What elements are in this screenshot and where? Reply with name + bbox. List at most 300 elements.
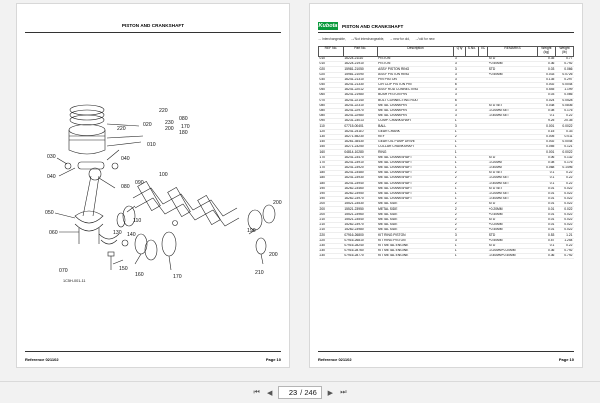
cell-description: METAL CRANKSHAFT (377, 165, 454, 170)
cell-description: BUSH PISTON PIN (377, 93, 454, 98)
callout: 090 (135, 180, 144, 186)
cell-ref-no: 200 (319, 202, 344, 207)
cell-part-no: 16241-23920 (343, 165, 377, 170)
prev-page-icon[interactable]: ◀ (266, 389, 273, 397)
cell-ref-no: 220 (319, 233, 344, 238)
cell-qty: 3 (454, 72, 465, 77)
cell-ref-no: 190 (319, 197, 344, 202)
cell-weight-lb: 0.0022 (555, 124, 573, 129)
cell-ref-no: 200 (319, 207, 344, 212)
cell-weight-kg: 0.002 (537, 140, 555, 145)
cell-description: ASSY PISTON RING (377, 67, 454, 72)
callout: 220 (117, 126, 126, 132)
cell-description: RING (377, 150, 454, 155)
cell-description: COLLAR CRANKSHAFT (377, 145, 454, 150)
cell-weight-lb: 0.0022 (555, 150, 573, 155)
cell-weight-kg: 0.01 (537, 202, 555, 207)
cell-weight-kg: 0.024 (537, 98, 555, 103)
cell-serial-no (465, 254, 479, 259)
callout: 110 (133, 218, 142, 224)
cell-weight-lb: 0.0726 (555, 72, 573, 77)
cell-ref-no: 200 (319, 212, 344, 217)
callout: 050 (45, 210, 54, 216)
cell-weight-lb: 0.22 (555, 243, 573, 248)
col-ref: REF No. (319, 47, 344, 57)
cell-weight-kg: 0.545 (537, 88, 555, 93)
cell-remarks: +0.40MM (488, 212, 538, 217)
legend-interchangeable: ↔ Interchangeable, (318, 37, 346, 41)
cell-weight-lb: 0.066 (555, 93, 573, 98)
cell-qty: 2 (454, 181, 465, 186)
cell-description: METAL SIDE (377, 212, 454, 217)
cell-part-no: 16262-23970 (343, 197, 377, 202)
cell-qty: 1 (454, 160, 465, 165)
cell-description: GEAR CRANK (377, 129, 454, 134)
parts-table-body (319, 57, 574, 259)
cell-ref-no: 020 (319, 67, 344, 72)
cell-qty: 3 (454, 57, 465, 62)
cell-weight-kg: 0.068 (537, 165, 555, 170)
cell-description: METAL CRANKPIN (377, 114, 454, 119)
cell-description: KIT RING PISTON (377, 233, 454, 238)
cell-weight-lb: 0.22 (555, 171, 573, 176)
cell-description: KIT METAL ENGINE (377, 243, 454, 248)
cell-ref-no: 210 (319, 217, 344, 222)
cell-remarks: STD (488, 217, 538, 222)
last-page-icon[interactable]: ⏭ (340, 388, 347, 396)
cell-remarks: -0.40MM SET (488, 114, 538, 119)
cell-qty: 3 (454, 238, 465, 243)
cell-part-no: 16262-23950 (343, 191, 377, 196)
cell-part-no: 16241-23940 (343, 181, 377, 186)
cell-ref-no: 150 (319, 145, 344, 150)
cell-remarks: +0.50MM (488, 62, 538, 67)
cell-ref-no: 020 (319, 72, 344, 77)
cell-part-no: 16262-23460 (343, 186, 377, 191)
cell-description: METAL SIDE (377, 223, 454, 228)
cell-weight-kg: 0.36 (537, 248, 555, 253)
callout: 200 (269, 252, 278, 258)
cell-description: METAL SIDE (377, 217, 454, 222)
cell-weight-lb: 0.792 (555, 248, 573, 253)
cell-weight-kg: 0.15 (537, 129, 555, 134)
cell-part-no: 16241-22012 (343, 88, 377, 93)
cell-part-no: 16271-23250 (343, 145, 377, 150)
cell-weight-kg: 0.03 (537, 67, 555, 72)
cell-qty: 2 (454, 176, 465, 181)
cell-ref-no: 230 (319, 243, 344, 248)
cell-weight-lb: 0.022 (555, 217, 573, 222)
cell-weight-lb: 0.0044 (555, 82, 573, 87)
cell-part-no: 04814-10280 (343, 150, 377, 155)
callout: 230 (165, 120, 174, 126)
cell-remarks: STD (488, 202, 538, 207)
cell-weight-lb: 0.22 (555, 114, 573, 119)
cell-description: ASSY PISTON RING (377, 72, 454, 77)
cell-weight-lb: 0.176 (555, 160, 573, 165)
exploded-diagram (23, 38, 285, 288)
cell-part-no: 16241-23930 (343, 176, 377, 181)
cell-weight-kg: 0.35 (537, 57, 555, 62)
cell-qty: 6 (454, 82, 465, 87)
cell-qty: 2 (454, 217, 465, 222)
cell-description: METAL CRANKSHAFT (377, 176, 454, 181)
cell-weight-lb: 0.132 (555, 155, 573, 160)
cell-qty: 3 (454, 67, 465, 72)
callout: 170 (173, 274, 182, 280)
cell-ref-no: 010 (319, 62, 344, 67)
callout: 080 (121, 184, 130, 190)
cell-description: METAL CRANKPIN (377, 108, 454, 113)
left-footer-page: Page 10 (265, 357, 281, 362)
cell-part-no: 16241-22310 (343, 103, 377, 108)
cell-qty: 2 (454, 134, 465, 139)
cell-weight-kg: 0.055 (537, 145, 555, 150)
callout: 160 (135, 272, 144, 278)
table-row (319, 254, 574, 259)
header-rule (25, 32, 281, 33)
cell-ref-no: 170 (319, 155, 344, 160)
header-rule (318, 32, 574, 33)
cell-qty: 2 (454, 223, 465, 228)
cell-remarks: -0.40MM+0.40MM (488, 254, 538, 259)
cell-weight-kg: 0.002 (537, 82, 555, 87)
cell-part-no: 15262-23970 (343, 223, 377, 228)
cell-ref-no: 170 (319, 160, 344, 165)
cell-remarks: -0.20MM (488, 160, 538, 165)
cell-ref-no: 160 (319, 150, 344, 155)
cell-interchange (479, 254, 488, 259)
cell-qty: 3 (454, 108, 465, 113)
cell-ref-no: 080 (319, 103, 344, 108)
right-page (310, 4, 582, 367)
kubota-logo: Kubota (318, 23, 338, 29)
diagram-code: 1C5H-001-11 (63, 279, 86, 283)
cell-ref-no: 170 (319, 165, 344, 170)
cell-weight-kg: 0.033 (537, 72, 555, 77)
callout: 100 (159, 172, 168, 178)
left-page-title: PISTON AND CRANKSHAFT (121, 23, 185, 28)
cell-remarks: +0.20MM (488, 223, 538, 228)
cell-qty: 3 (454, 233, 465, 238)
cell-weight-lb: 0.22 (555, 181, 573, 186)
cell-remarks: STD SET (488, 171, 538, 176)
cell-remarks: -0.20MM SET (488, 191, 538, 196)
cell-part-no: 15521-23960 (343, 212, 377, 217)
cell-remarks: STD (488, 155, 538, 160)
cell-ref-no: 140 (319, 140, 344, 145)
left-page (17, 4, 289, 367)
cell-ref-no: 190 (319, 186, 344, 191)
callout: 150 (119, 266, 128, 272)
callout: 010 (147, 142, 156, 148)
cell-qty: 1 (454, 191, 465, 196)
cell-weight-lb: 0.0836 (555, 103, 573, 108)
cell-remarks: STD (488, 243, 538, 248)
cell-ref-no: 230 (319, 248, 344, 253)
cell-description: METAL CRANKSHAFT (377, 186, 454, 191)
cell-ref-no: 210 (319, 228, 344, 233)
cell-remarks: STD (488, 67, 538, 72)
col-remarks: REMARKS (488, 47, 538, 57)
cell-ref-no: 090 (319, 119, 344, 124)
cell-qty: 3 (454, 103, 465, 108)
col-ic: I/C (479, 47, 488, 57)
cell-part-no: 07916-28770 (343, 254, 377, 259)
callout: 180 (179, 130, 188, 136)
cell-weight-kg: 0.001 (537, 124, 555, 129)
cell-weight-kg: 0.36 (537, 62, 555, 67)
cell-part-no: 07916-28240 (343, 243, 377, 248)
callout: 220 (159, 108, 168, 114)
cell-ref-no: 190 (319, 191, 344, 196)
callout: 080 (179, 116, 188, 122)
cell-part-no: 07916-28760 (343, 248, 377, 253)
cell-qty: 1 (454, 248, 465, 253)
cell-description: KIT METAL ENGINE (377, 254, 454, 259)
cell-weight-kg: 0.01 (537, 191, 555, 196)
cell-weight-lb: 0.22 (555, 176, 573, 181)
callout: 130 (113, 230, 122, 236)
cell-weight-lb: 0.792 (555, 254, 573, 259)
cell-weight-kg: 0.1 (537, 114, 555, 119)
callout: 060 (49, 230, 58, 236)
cell-part-no: 16241-21330 (343, 82, 377, 87)
cell-ref-no: 030 (319, 77, 344, 82)
cell-description: METAL SIDE (377, 202, 454, 207)
cell-part-no: 16241-24110 (343, 129, 377, 134)
cell-qty: 3 (454, 62, 465, 67)
cell-qty: 1 (454, 197, 465, 202)
cell-weight-lb: 0.022 (555, 197, 573, 202)
cell-ref-no: 040 (319, 82, 344, 87)
cell-ref-no: 180 (319, 171, 344, 176)
cell-qty: 6 (454, 98, 465, 103)
first-page-icon[interactable]: ⏮ (253, 388, 260, 396)
callout: 200 (165, 126, 174, 132)
cell-description: PISTON (377, 57, 454, 62)
cell-weight-lb: 0.022 (555, 223, 573, 228)
next-page-icon[interactable]: ▶ (327, 389, 334, 397)
cell-qty: 3 (454, 77, 465, 82)
cell-part-no: 07715-00401 (343, 124, 377, 129)
callout: 030 (47, 154, 56, 160)
cell-weight-lb: 0.022 (555, 202, 573, 207)
cell-remarks: -0.40MM SET (488, 181, 538, 186)
page-number-box (278, 386, 322, 399)
cell-part-no: 15981-21050 (343, 67, 377, 72)
cell-part-no: 16224-21110 (343, 57, 377, 62)
callout: 040 (121, 156, 130, 162)
cell-qty: 1 (454, 165, 465, 170)
cell-weight-kg: 0.038 (537, 103, 555, 108)
interchange-legend (318, 37, 574, 41)
cell-qty: 3 (454, 88, 465, 93)
col-weight-kg: Weight (kg) (537, 47, 555, 57)
cell-weight-lb: 0.0044 (555, 140, 573, 145)
cell-part-no: 15521-23530 (343, 202, 377, 207)
cell-weight-lb: 1.199 (555, 88, 573, 93)
cell-ref-no: 060 (319, 93, 344, 98)
cell-qty: 1 (454, 186, 465, 191)
callout: 170 (181, 124, 190, 130)
cell-qty: 1 (454, 243, 465, 248)
cell-ref-no: 010 (319, 57, 344, 62)
cell-weight-lb: 0.33 (555, 129, 573, 134)
cell-part-no: 16241-23480 (343, 171, 377, 176)
callout: 040 (47, 174, 56, 180)
cell-part-no: 16241-21980 (343, 93, 377, 98)
cell-qty: 1 (454, 140, 465, 145)
cell-weight-lb: 0.1496 (555, 165, 573, 170)
cell-qty: 2 (454, 212, 465, 217)
cell-weight-lb: 1.21 (555, 233, 573, 238)
cell-ref-no: 050 (319, 88, 344, 93)
cell-description: METAL SIDE (377, 207, 454, 212)
cell-part-no: 15981-21090 (343, 72, 377, 77)
cell-ref-no: 080 (319, 114, 344, 119)
cell-qty: 1 (454, 145, 465, 150)
cell-remarks: -0.40MM (488, 165, 538, 170)
callout: 210 (255, 270, 264, 276)
cell-weight-lb: 0.0528 (555, 98, 573, 103)
col-weight-lb: Weight (lb) (555, 47, 573, 57)
total-pages-label: / 246 (300, 388, 317, 397)
right-footer-page: Page 10 (558, 357, 574, 362)
cell-description: METAL CRANKSHAFT (377, 181, 454, 186)
cell-weight-lb: 0.121 (555, 145, 573, 150)
cell-description: PIN PISTON (377, 77, 454, 82)
cell-weight-kg: 0.135 (537, 77, 555, 82)
col-sno: S.No. (465, 47, 479, 57)
cell-ref-no: 210 (319, 223, 344, 228)
cell-description: METAL CRANKSHAFT (377, 191, 454, 196)
cell-qty: 2 (454, 207, 465, 212)
cell-weight-kg: 0.1 (537, 243, 555, 248)
cell-weight-lb: 0.011 (555, 134, 573, 139)
cell-weight-kg: 0.36 (537, 254, 555, 259)
cell-weight-lb: 0.022 (555, 228, 573, 233)
cell-remarks: -0.20MM+0.20MM (488, 248, 538, 253)
cell-part-no: 16241-23470 (343, 155, 377, 160)
col-desc: Description (377, 47, 454, 57)
cell-qty: 1 (454, 150, 465, 155)
cell-weight-lb: 20.35 (555, 119, 573, 124)
cell-weight-lb: 0.176 (555, 108, 573, 113)
cell-qty: 3 (454, 93, 465, 98)
legend-not-interchangeable: ↮ Not interchangeable, (350, 37, 385, 41)
cell-ref-no: 120 (319, 129, 344, 134)
cell-ref-no: 180 (319, 176, 344, 181)
callout: 070 (59, 268, 68, 274)
cell-weight-kg: 0.01 (537, 186, 555, 191)
cell-weight-kg: 0.03 (537, 93, 555, 98)
cell-weight-kg: 9.25 (537, 119, 555, 124)
cell-remarks: +0.40MM (488, 228, 538, 233)
cell-weight-kg: 0.01 (537, 207, 555, 212)
cell-remarks: +0.20MM (488, 207, 538, 212)
cell-part-no: 16271-55230 (343, 134, 377, 139)
cell-remarks: STD SET (488, 186, 538, 191)
cell-part-no: 16224-21910 (343, 62, 377, 67)
right-page-title: PISTON AND CRANKSHAFT (342, 23, 404, 29)
cell-weight-kg: 0.01 (537, 212, 555, 217)
cell-ref-no: 130 (319, 134, 344, 139)
cell-remarks: -0.20MM SET (488, 176, 538, 181)
cell-weight-kg: 0.53 (537, 233, 555, 238)
cell-weight-lb: 0.77 (555, 57, 573, 62)
cell-part-no: 16241-22970 (343, 108, 377, 113)
table-header-row (319, 47, 574, 57)
cell-part-no: 16231-23013 (343, 119, 377, 124)
cell-qty: 1 (454, 119, 465, 124)
cell-ref-no: 070 (319, 98, 344, 103)
cell-part-no: 15521-23540 (343, 217, 377, 222)
cell-part-no: 07916-26800 (343, 233, 377, 238)
cell-qty: 3 (454, 124, 465, 129)
cell-description: GEAR OIL PUMP DRIVE (377, 140, 454, 145)
cell-weight-kg: 0.1 (537, 176, 555, 181)
cell-weight-kg: 0.08 (537, 160, 555, 165)
cell-weight-lb: 0.066 (555, 67, 573, 72)
cell-remarks: +0.50MM (488, 72, 538, 77)
callout: 190 (247, 228, 256, 234)
cell-remarks: -0.40MM SET (488, 197, 538, 202)
cell-part-no: 16261-35430 (343, 140, 377, 145)
cell-weight-lb: 0.297 (555, 77, 573, 82)
parts-table (318, 46, 574, 259)
cell-ref-no: 080 (319, 108, 344, 113)
cell-ref-no: 220 (319, 238, 344, 243)
callout: 200 (273, 200, 282, 206)
cell-part-no: 15262-23980 (343, 228, 377, 233)
cell-weight-lb: 0.022 (555, 207, 573, 212)
cell-description: KIT METAL ENGINE (377, 248, 454, 253)
cell-description: METAL CRANKSHAFT (377, 197, 454, 202)
cell-qty: 2 (454, 202, 465, 207)
cell-remarks: STD (488, 233, 538, 238)
cell-description: METAL CRANKSHAFT (377, 171, 454, 176)
cell-weight-kg: 0.01 (537, 197, 555, 202)
callout: 020 (143, 122, 152, 128)
cell-description: CIR CLIP PISTON PIN (377, 82, 454, 87)
col-qty: Q'ty (454, 47, 465, 57)
cell-weight-kg: 0.001 (537, 150, 555, 155)
cell-weight-lb: 0.792 (555, 62, 573, 67)
cell-part-no: 16241-23910 (343, 160, 377, 165)
cell-ref-no: 180 (319, 181, 344, 186)
cell-description: METAL CRANKSHAFT (377, 155, 454, 160)
cell-description: KIT RING PISTON (377, 238, 454, 243)
callout: 140 (127, 232, 136, 238)
cell-weight-kg: 0.1 (537, 181, 555, 186)
right-footer-reference: Reference 021102 (318, 357, 352, 362)
cell-qty: 3 (454, 114, 465, 119)
cell-weight-kg: 0.01 (537, 228, 555, 233)
current-page-input[interactable] (283, 388, 297, 397)
cell-remarks: STD SET (488, 103, 538, 108)
cell-weight-kg: 0.06 (537, 155, 555, 160)
cell-qty: 1 (454, 254, 465, 259)
cell-description: BALL (377, 124, 454, 129)
left-footer-reference: Reference 021102 (25, 357, 59, 362)
cell-part-no: 16241-22980 (343, 114, 377, 119)
cell-description: BOLT CONNECTING ROD (377, 98, 454, 103)
cell-part-no: 07916-26810 (343, 238, 377, 243)
cell-weight-lb: 0.022 (555, 186, 573, 191)
cell-part-no: 15521-23950 (343, 207, 377, 212)
cell-remarks: +0.50MM (488, 238, 538, 243)
